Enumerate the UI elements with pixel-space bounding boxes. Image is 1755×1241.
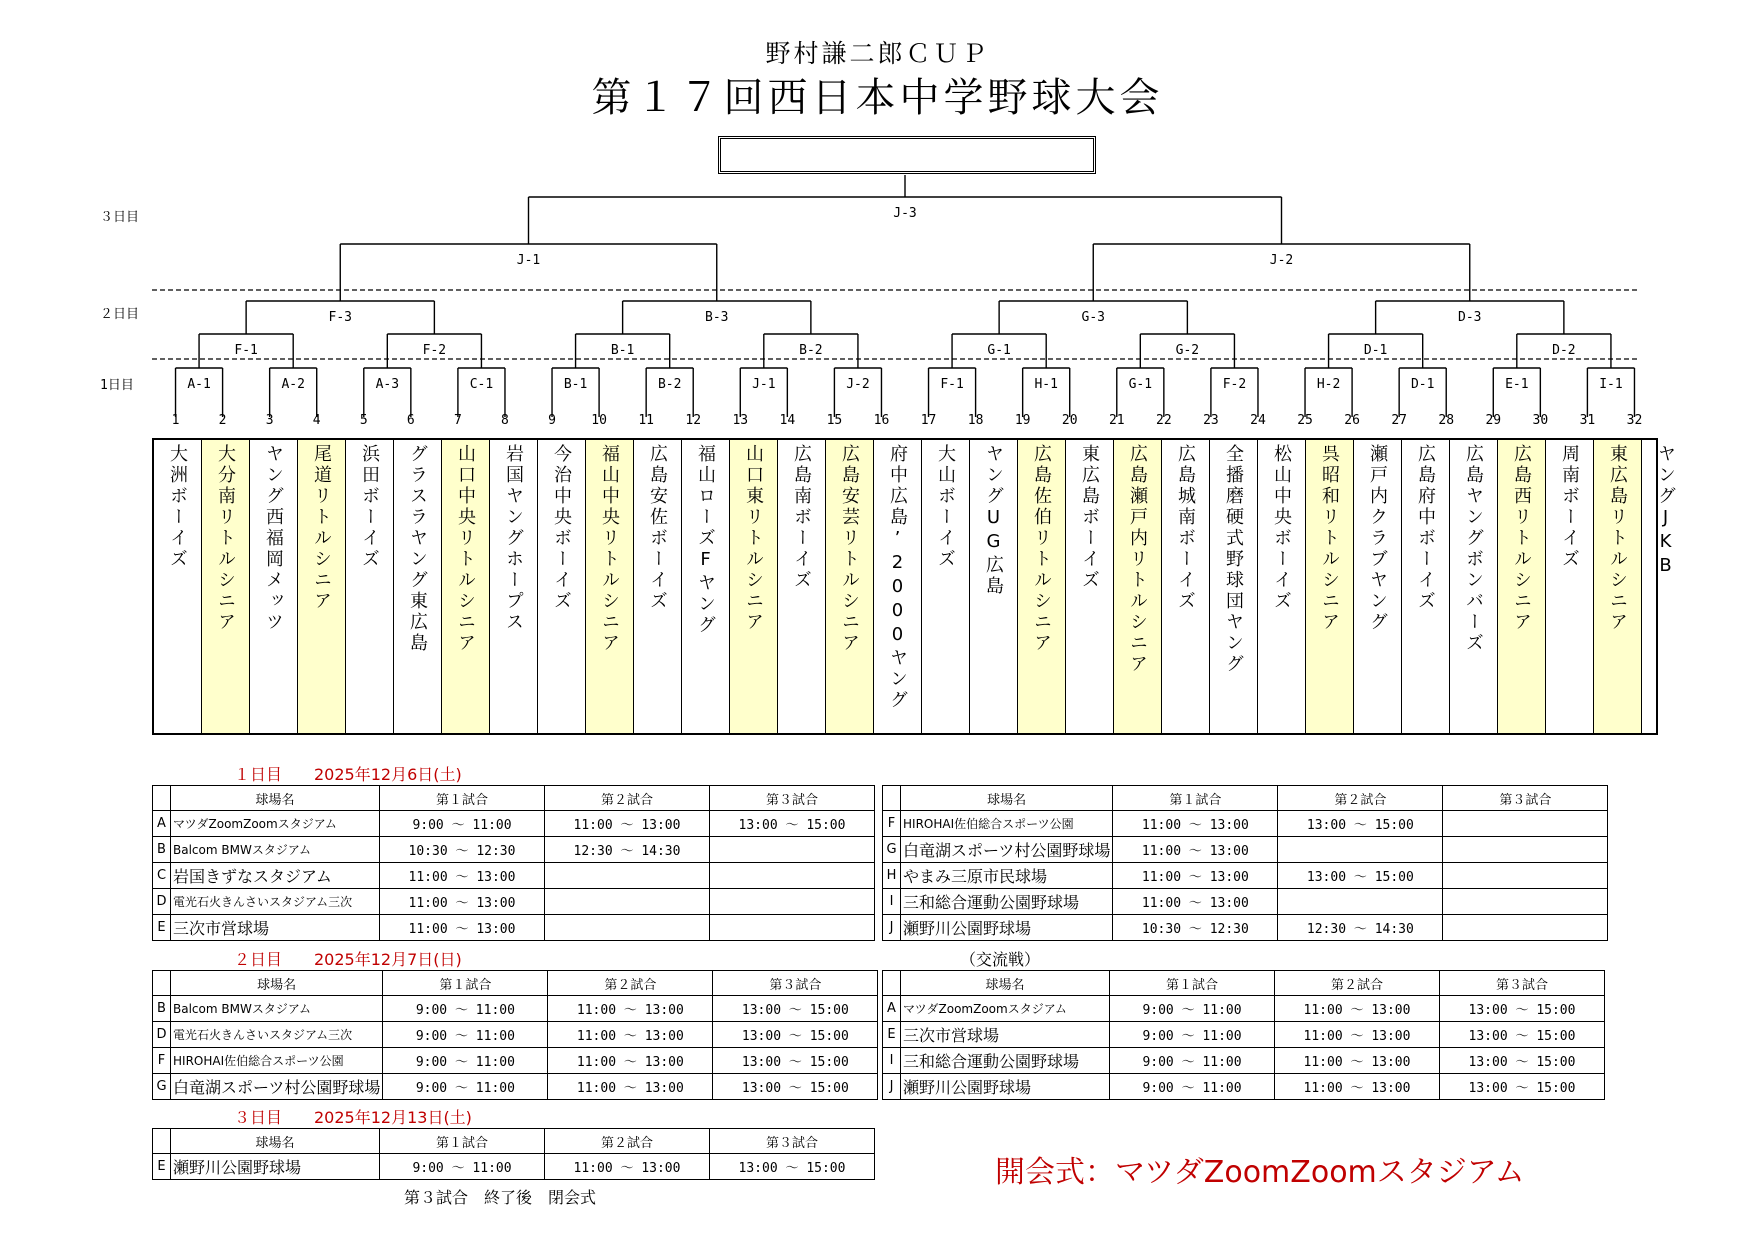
round3-game-label: G-3 [1081,310,1105,325]
round1-game-label: A-1 [187,377,211,392]
team-number: 22 [1156,413,1172,428]
team-name: 広島安芸リトルシニア [826,440,874,733]
team-number: 31 [1579,413,1596,428]
day-label: ３日目 [100,210,140,225]
team-name: 松山中央ボーイズ [1258,440,1306,733]
venue-name: Balcom BMWスタジアム [171,837,380,863]
table-row [883,811,1608,837]
day2-title: ２日目 2025年12月7日(日) [234,950,462,969]
game1-time: 11:00 ～ 13:00 [1113,863,1278,889]
team-name: 広島府中ボーイズ [1402,440,1450,733]
day1-title: １日目 2025年12月6日(土) [234,765,462,784]
team-number: 8 [501,413,509,428]
table-row [153,996,878,1022]
team-number: 16 [873,413,890,428]
table-row [153,1154,875,1180]
column-header: 第３試合 [1440,971,1605,996]
game3-time: 13:00 ～ 15:00 [1440,996,1605,1022]
round1-game-label: F-1 [940,377,964,392]
team-name: ヤング西福岡メッツ [250,440,298,733]
team-name: 瀬戸内クラブヤング [1354,440,1402,733]
team-number: 21 [1108,413,1125,428]
game2-time: 11:00 ～ 13:00 [1275,1074,1440,1100]
day3-title: ３日目 2025年12月13日(土) [234,1108,472,1127]
venue-name: 瀬野川公園野球場 [901,915,1113,941]
tournament-bracket [0,0,1755,440]
column-header [153,786,171,811]
column-header: 第２試合 [548,971,713,996]
team-name: 広島安佐ボーイズ [634,440,682,733]
column-header: 第３試合 [710,786,875,811]
table-row [153,1048,878,1074]
table-row [153,1074,878,1100]
game3-time [1443,915,1608,941]
game3-time [1443,863,1608,889]
round1-game-label: G-1 [1128,377,1153,392]
game2-time: 12:30 ～ 14:30 [545,837,710,863]
team-number: 27 [1391,413,1407,428]
day3-schedule [152,1128,875,1180]
game3-time: 13:00 ～ 15:00 [1440,1022,1605,1048]
team-number: 5 [359,413,368,428]
venue-name: やまみ三原市民球場 [901,863,1113,889]
team-name: 広島西リトルシニア [1498,440,1546,733]
team-name: 広島瀬戸内リトルシニア [1114,440,1162,733]
team-number: 2 [218,413,227,428]
team-name: 東広島リトルシニア [1594,440,1642,733]
team-name: 周南ボーイズ [1546,440,1594,733]
venue-code: G [883,837,901,863]
table-row [883,837,1608,863]
team-name: 東広島ボーイズ [1066,440,1114,733]
table-row [883,996,1605,1022]
venue-code: H [883,863,901,889]
venue-name: 電光石火きんさいスタジアム三次 [171,1022,383,1048]
team-name: 山口東リトルシニア [730,440,778,733]
team-number: 10 [591,413,607,428]
team-number: 11 [638,413,654,428]
column-header: 第３試合 [713,971,878,996]
team-number: 7 [453,413,462,428]
table-row [883,915,1608,941]
team-name: 広島ヤングボンバーズ [1450,440,1498,733]
game2-time: 11:00 ～ 13:00 [1275,1048,1440,1074]
round1-game-label: F-2 [1222,377,1247,392]
round1-game-label: J-2 [846,377,870,392]
team-number: 17 [920,413,937,428]
final-game-label: J-3 [893,206,917,221]
round3-game-label: F-3 [328,310,352,325]
day-label: 1日目 [100,378,134,393]
game3-time: 13:00 ～ 15:00 [713,1048,878,1074]
round2-game-label: F-1 [234,343,258,358]
team-name: 大山ボーイズ [922,440,970,733]
round2-game-label: F-2 [422,343,447,358]
venue-name: 三次市営球場 [171,915,380,941]
venue-name: 三次市営球場 [901,1022,1110,1048]
team-number: 28 [1438,413,1455,428]
team-name: 大洲ボーイズ [154,440,202,733]
column-header: 球場名 [901,971,1110,996]
table-row [883,1022,1605,1048]
game3-time [710,889,875,915]
table-row [153,889,875,915]
round2-game-label: B-1 [610,343,635,358]
game2-time: 12:30 ～ 14:30 [1278,915,1443,941]
game3-time: 13:00 ～ 15:00 [1440,1048,1605,1074]
venue-name: 三和総合運動公園野球場 [901,1048,1110,1074]
table-row [153,1022,878,1048]
team-number: 20 [1061,413,1078,428]
team-name: 今治中央ボーイズ [538,440,586,733]
team-name: 福山ローズFヤング [682,440,730,733]
venue-code: D [153,889,171,915]
round1-game-label: E-1 [1505,377,1529,392]
round2-game-label: G-1 [987,343,1011,358]
game1-time: 9:00 ～ 11:00 [383,1022,548,1048]
table-row [883,1048,1605,1074]
round2-game-label: D-2 [1552,343,1576,358]
venue-name: HIROHAI佐伯総合スポーツ公園 [901,811,1113,837]
tournament-title: 第１７回西日本中学野球大会 [591,75,1164,121]
team-name: 全播磨硬式野球団ヤング [1210,440,1258,733]
column-header: 第１試合 [383,971,548,996]
game2-time [545,889,710,915]
game2-time: 13:00 ～ 15:00 [1278,811,1443,837]
team-name: 広島南ボーイズ [778,440,826,733]
table-row [153,863,875,889]
team-number: 13 [732,413,749,428]
venue-name: 白竜湖スポーツ村公園野球場 [901,837,1113,863]
venue-name: 三和総合運動公園野球場 [901,889,1113,915]
round3-game-label: B-3 [705,310,729,325]
venue-code: E [883,1022,901,1048]
day-label: ２日目 [100,307,140,322]
game1-time: 9:00 ～ 11:00 [380,811,545,837]
team-number: 18 [967,413,984,428]
game3-time [710,837,875,863]
day1-note: （交流戦） [960,950,1041,969]
round4-game-label: J-1 [516,253,541,268]
game3-time: 13:00 ～ 15:00 [710,811,875,837]
game3-time: 13:00 ～ 15:00 [1440,1074,1605,1100]
column-header: 第３試合 [1443,786,1608,811]
team-number: 30 [1532,413,1549,428]
game1-time: 9:00 ～ 11:00 [1110,1048,1275,1074]
game3-time: 13:00 ～ 15:00 [713,1074,878,1100]
game1-time: 11:00 ～ 13:00 [380,915,545,941]
venue-code: C [153,863,171,889]
game1-time: 9:00 ～ 11:00 [383,1074,548,1100]
team-name: 岩国ヤングホープス [490,440,538,733]
game2-time [1278,889,1443,915]
game2-time: 11:00 ～ 13:00 [1275,996,1440,1022]
venue-name: マツダZoomZoomスタジアム [901,996,1110,1022]
venue-code: F [883,811,901,837]
venue-code: A [883,996,901,1022]
game1-time: 10:30 ～ 12:30 [380,837,545,863]
game1-time: 9:00 ～ 11:00 [383,1048,548,1074]
game2-time: 11:00 ～ 13:00 [545,1154,710,1180]
table-row [153,837,875,863]
team-number: 4 [312,413,321,428]
venue-name: Balcom BMWスタジアム [171,996,383,1022]
venue-code: D [153,1022,171,1048]
column-header: 球場名 [171,786,380,811]
venue-code: A [153,811,171,837]
venue-code: G [153,1074,171,1100]
team-number: 23 [1203,413,1219,428]
team-number: 3 [265,413,274,428]
table-row [153,915,875,941]
team-list [152,438,1676,735]
venue-name: 瀬野川公園野球場 [171,1154,380,1180]
game3-time [1443,811,1608,837]
round1-game-label: J-1 [752,377,776,392]
team-number: 12 [685,413,702,428]
column-header: 第１試合 [1110,971,1275,996]
round2-game-label: B-2 [799,343,823,358]
team-name: 尾道リトルシニア [298,440,346,733]
team-number: 24 [1250,413,1266,428]
tournament-subtitle: 野村謙二郎ＣＵＰ [765,39,990,68]
round1-game-label: B-1 [563,377,588,392]
venue-code: B [153,837,171,863]
team-name: ヤングJKB [1655,444,1676,579]
venue-name: 白竜湖スポーツ村公園野球場 [171,1074,383,1100]
column-header [153,971,171,996]
team-number: 19 [1014,413,1031,428]
game1-time: 11:00 ～ 13:00 [1113,837,1278,863]
team-number: 6 [406,413,415,428]
column-header [883,786,901,811]
team-name: グラスラヤング東広島 [394,440,442,733]
team-name: ヤングUG広島 [970,440,1018,733]
round1-game-label: I-1 [1599,377,1623,392]
venue-code: E [153,915,171,941]
team-name: 福山中央リトルシニア [586,440,634,733]
game1-time: 9:00 ～ 11:00 [380,1154,545,1180]
venue-name: マツダZoomZoomスタジアム [171,811,380,837]
column-header: 第２試合 [545,1129,710,1154]
game2-time [1278,837,1443,863]
game1-time: 9:00 ～ 11:00 [383,996,548,1022]
round3-game-label: D-3 [1458,310,1482,325]
column-header: 第１試合 [380,1129,545,1154]
game2-time [545,915,710,941]
team-number: 29 [1485,413,1502,428]
venue-code: B [153,996,171,1022]
venue-name: 電光石火きんさいスタジアム三次 [171,889,380,915]
round2-game-label: G-2 [1175,343,1200,358]
game2-time [545,863,710,889]
game2-time: 11:00 ～ 13:00 [548,1048,713,1074]
column-header: 球場名 [171,1129,380,1154]
game3-time: 13:00 ～ 15:00 [713,996,878,1022]
team-number: 32 [1626,413,1643,428]
game2-time: 11:00 ～ 13:00 [548,1022,713,1048]
game3-time [710,863,875,889]
table-row [883,889,1608,915]
column-header: 第１試合 [1113,786,1278,811]
team-name: 府中広島’2000ヤング [874,440,922,733]
game3-time: 13:00 ～ 15:00 [710,1154,875,1180]
day1-schedule-right [882,785,1608,941]
round1-game-label: A-2 [281,377,305,392]
column-header: 第２試合 [1275,971,1440,996]
game2-time: 11:00 ～ 13:00 [548,1074,713,1100]
team-name: 大分南リトルシニア [202,440,250,733]
opening-ceremony-note: 開会式：マツダZoomZoomスタジアム [995,1155,1525,1190]
day2-schedule-right [882,970,1605,1100]
team-number: 15 [826,413,843,428]
team-name: 広島佐伯リトルシニア [1018,440,1066,733]
venue-code: F [153,1048,171,1074]
table-row [883,863,1608,889]
game2-time: 11:00 ～ 13:00 [1275,1022,1440,1048]
game2-time: 11:00 ～ 13:00 [545,811,710,837]
game3-time: 13:00 ～ 15:00 [713,1022,878,1048]
column-header: 第１試合 [380,786,545,811]
game1-time: 9:00 ～ 11:00 [1110,1074,1275,1100]
table-row [153,811,875,837]
column-header [153,1129,171,1154]
game2-time: 11:00 ～ 13:00 [548,996,713,1022]
round1-game-label: H-2 [1316,377,1341,392]
team-name: 浜田ボーイズ [346,440,394,733]
day2-schedule-left [152,970,878,1100]
team-number: 1 [171,413,180,428]
venue-code: I [883,889,901,915]
round1-game-label: B-2 [657,377,682,392]
team-name: 山口中央リトルシニア [442,440,490,733]
game3-time [1443,837,1608,863]
game1-time: 11:00 ～ 13:00 [1113,889,1278,915]
game1-time: 9:00 ～ 11:00 [1110,1022,1275,1048]
column-header: 第２試合 [1278,786,1443,811]
round1-game-label: H-1 [1034,377,1058,392]
venue-code: I [883,1048,901,1074]
game1-time: 11:00 ～ 13:00 [1113,811,1278,837]
team-number: 9 [548,413,556,428]
team-name: 広島城南ボーイズ [1162,440,1210,733]
team-name: 呉昭和リトルシニア [1306,440,1354,733]
round1-game-label: C-1 [469,377,494,392]
day1-schedule-left [152,785,875,941]
column-header: 球場名 [901,786,1113,811]
game1-time: 11:00 ～ 13:00 [380,863,545,889]
game1-time: 9:00 ～ 11:00 [1110,996,1275,1022]
column-header: 第２試合 [545,786,710,811]
venue-code: E [153,1154,171,1180]
venue-code: J [883,915,901,941]
game3-time [1443,889,1608,915]
round4-game-label: J-2 [1269,253,1294,268]
venue-name: HIROHAI佐伯総合スポーツ公園 [171,1048,383,1074]
round1-game-label: A-3 [375,377,400,392]
column-header [883,971,901,996]
game1-time: 10:30 ～ 12:30 [1113,915,1278,941]
round1-game-label: D-1 [1410,377,1435,392]
venue-code: J [883,1074,901,1100]
table-row [883,1074,1605,1100]
team-number: 14 [779,413,796,428]
venue-name: 瀬野川公園野球場 [901,1074,1110,1100]
team-number: 25 [1297,413,1313,428]
venue-name: 岩国きずなスタジアム [171,863,380,889]
column-header: 球場名 [171,971,383,996]
game3-time [710,915,875,941]
round2-game-label: D-1 [1363,343,1388,358]
day3-note: 第３試合 終了後 閉会式 [404,1188,597,1207]
game2-time: 13:00 ～ 15:00 [1278,863,1443,889]
game1-time: 11:00 ～ 13:00 [380,889,545,915]
team-number: 26 [1344,413,1360,428]
column-header: 第３試合 [710,1129,875,1154]
